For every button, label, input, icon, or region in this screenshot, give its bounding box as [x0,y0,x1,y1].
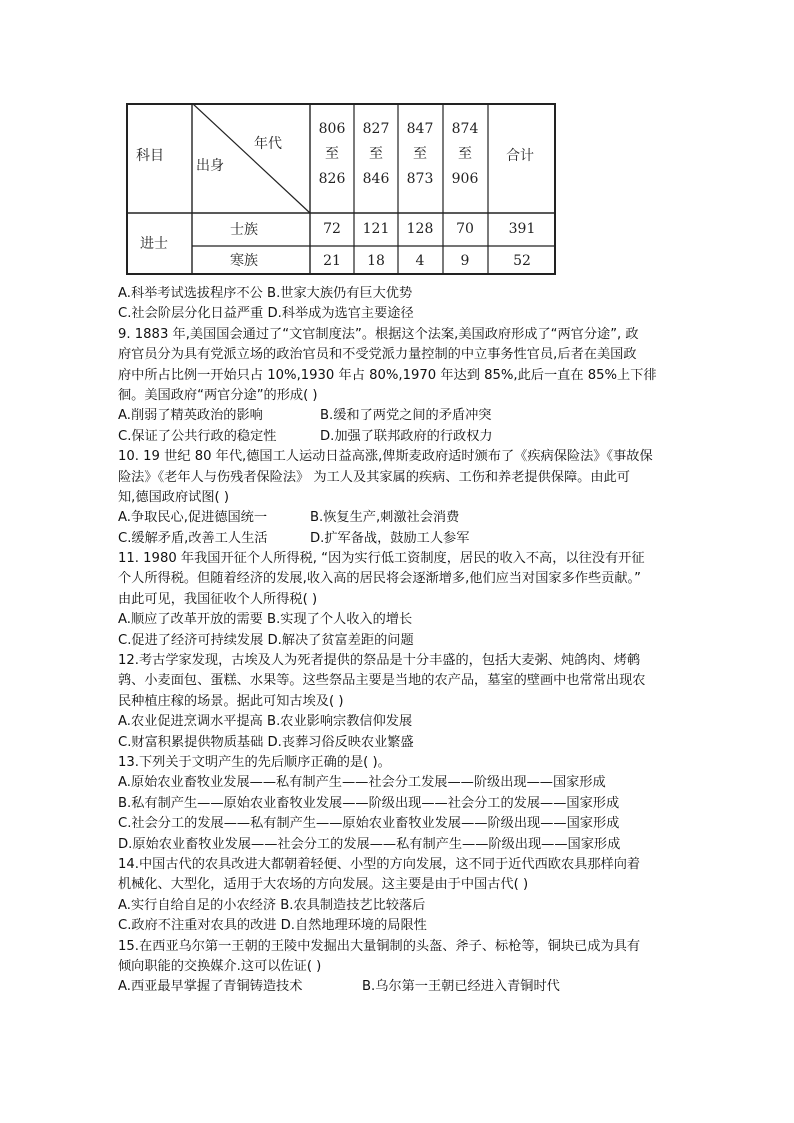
row-label-shizu: 士族 [230,222,258,238]
header-total: 合计 [506,148,534,164]
q11-stem: 11. 1980 年我国开征个人所得税, “因为实行低工资制度，居民的收入不高，以往没有开征 [118,551,645,567]
cell: 121 [362,221,390,237]
q10-option-b: B.恢复生产,刺激社会消费 [310,510,460,526]
q9-stem: 9. 1883 年,美国国会通过了“文官制度法”。根据这个法案,美国政府形成了“两官分途”, 政 [118,326,639,342]
q10-stem: 知,德国政府试图( ) [118,489,229,505]
q11-stem: 个人所得税。但随着经济的发展,收入高的居民将会逐渐增多,他们应当对国家多作些贡献。” [118,571,641,587]
q11-stem: 由此可见，我国征收个人所得税( ) [118,591,318,607]
q9-options-row [118,427,678,447]
q13-option-c: C.社会分工的发展——私有制产生——原始农业畜牧业发展——阶级出现——国家形成 [118,816,620,832]
q8-option-line: A.科举考试选拔程序不公 B.世家大族仍有巨大优势 [118,286,413,301]
q15-options-row [118,977,678,997]
row-group-label: 进士 [140,236,168,252]
cell: 128 [406,221,434,237]
q13-option-d: D.原始农业畜牧业发展——社会分工的发展——私有制产生——阶级出现——国家形成 [118,836,621,852]
cell: 70 [456,221,474,237]
cell: 52 [513,253,531,269]
q9-stem: 徊。美国政府“两官分途”的形成( ) [118,387,318,403]
q13-option-b: B.私有制产生——原始农业畜牧业发展——阶级出现——社会分工的发展——国家形成 [118,795,620,811]
period-1: 806 至 826 [318,121,346,187]
q9-stem: 府中所占比例一开始只占 10%,1930 年占 80%,1970 年达到 85%,此后一直在 85%上下徘 [118,367,657,383]
q11-option-line: C.促进了经济可持续发展 D.解决了贫富差距的问题 [118,632,414,648]
q10-options-row [118,508,678,528]
row-label-hanzu: 寒族 [230,253,258,269]
q14-stem: 机械化、大型化，适用于大农场的方向发展。这主要是由于中国古代( ) [118,877,529,893]
q9-option-a: A.削弱了精英政治的影响 [118,408,263,424]
q14-stem: 14.中国古代的农具改进大都朝着轻便、小型的方向发展，这不同于近代西欧农具那样向着 [118,856,641,872]
header-subject: 科目 [136,148,164,164]
cell: 9 [460,253,470,269]
q13-option-a: A.原始农业畜牧业发展——私有制产生——社会分工发展——阶级出现——国家形成 [118,775,606,791]
q10-stem: 10. 19 世纪 80 年代,德国工人运动日益高涨,俾斯麦政府适时颁布了《疾病保险法》《事故保 [118,449,653,465]
q10-stem: 险法》《老年人与伤残者保险法》 为工人及其家属的疾病、工伤和养老提供保障。由此可 [118,469,630,485]
q11-option-line: A.顺应了改革开放的需要 B.实现了个人收入的增长 [118,612,413,628]
cell: 391 [508,221,536,237]
questions [118,284,678,998]
q14-option-line: A.实行自给自足的小农经济 B.农具制造技艺比较落后 [118,897,426,913]
q12-stem: 鹑、小麦面包、蛋糕、水果等。这些祭品主要是当地的农产品，墓室的壁画中也常常出现农 [118,673,646,689]
q10-option-a: A.争取民心,促进德国统一 [118,510,268,526]
q14-option-line: C.政府不注重对农具的改进 D.自然地理环境的局限性 [118,918,427,934]
cell: 21 [323,253,341,269]
cell: 4 [415,253,425,269]
q10-option-c: C.缓解矛盾,改善工人生活 [118,530,268,546]
header-era: 年代 [254,136,282,152]
q15-option-b: B.乌尔第一王朝已经进入青铜时代 [362,979,560,995]
header-origin: 出身 [196,158,224,174]
q15-stem: 倾向职能的交换媒介.这可以佐证( ) [118,958,322,974]
period-3: 847 至 873 [406,121,434,187]
q9-stem: 府官员分为具有党派立场的政治官员和不受党派力量控制的中立事务性官员,后者在美国政 [118,347,637,363]
q9-option-b: B.缓和了两党之间的矛盾冲突 [320,408,492,424]
q9-option-d: D.加强了联邦政府的行政权力 [320,428,493,444]
q15-stem: 15.在西亚乌尔第一王朝的王陵中发掘出大量铜制的头盔、斧子、标枪等，铜块已成为具有 [118,938,641,954]
cell: 72 [323,221,341,237]
q15-option-a: A.西亚最早掌握了青铜铸造技术 [118,979,303,995]
q9-option-c: C.保证了公共行政的稳定性 [118,428,277,444]
period-4: 874 至 906 [451,121,479,187]
q8-option-line: C.社会阶层分化日益严重 D.科举成为选官主要途径 [118,306,414,322]
q9-options-row [118,406,678,426]
period-2: 827 至 846 [362,121,390,187]
q10-options-row [118,529,678,549]
q12-option-line: A.农业促进烹调水平提高 B.农业影响宗教信仰发展 [118,714,413,730]
q12-stem: 民种植庄稼的场景。据此可知古埃及( ) [118,693,344,709]
q12-option-line: C.财富积累提供物质基础 D.丧葬习俗反映农业繁盛 [118,734,414,750]
q13-stem: 13.下列关于文明产生的先后顺序正确的是( )。 [118,754,391,770]
q10-option-d: D.扩军备战，鼓励工人参军 [310,530,470,546]
cell: 18 [367,253,385,269]
exam-table [126,103,556,275]
q12-stem: 12.考古学家发现，古埃及人为死者提供的祭品是十分丰盛的，包括大麦粥、炖鸽肉、烤鹌 [118,653,641,669]
